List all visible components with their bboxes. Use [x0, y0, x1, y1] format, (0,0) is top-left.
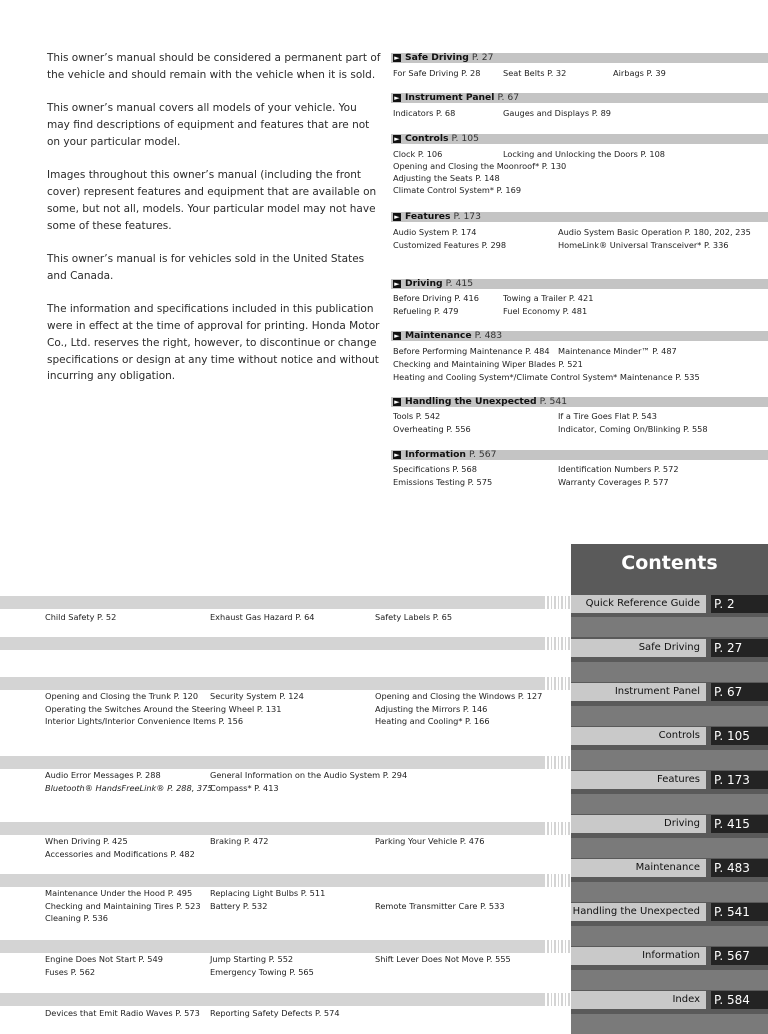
detail-entry[interactable]: Maintenance Under the Hood P. 495 [45, 888, 193, 898]
contents-item-handling-the-unexpected[interactable] [571, 903, 768, 921]
stripe [558, 874, 560, 887]
contents-item-label: Quick Reference Guide [571, 595, 706, 613]
arrow-icon: ► [394, 332, 400, 340]
contents-item-label: Index [571, 991, 706, 1009]
contents-band [571, 662, 768, 682]
stripe [551, 637, 553, 650]
section-entry[interactable]: Audio System Basic Operation P. 180, 202, 235 [558, 227, 751, 237]
section-entry[interactable]: Warranty Coverages P. 577 [558, 477, 669, 487]
section-entry[interactable]: Specifications P. 568 [393, 464, 477, 474]
detail-entry[interactable]: Remote Transmitter Care P. 533 [375, 901, 505, 911]
stripe [551, 596, 553, 609]
contents-band [571, 926, 768, 946]
tab-stripes [540, 756, 572, 769]
arrow-icon: ► [394, 54, 400, 62]
stripe [568, 756, 570, 769]
section-header-information[interactable] [391, 450, 768, 460]
stripe [540, 940, 542, 953]
stripe [540, 596, 542, 609]
tab-stripes [540, 874, 572, 887]
stripe [554, 637, 556, 650]
section-entry[interactable]: Checking and Maintaining Wiper Blades P. 521 [393, 359, 583, 369]
section-entry[interactable]: Indicator, Coming On/Blinking P. 558 [558, 424, 708, 434]
detail-entry[interactable]: Parking Your Vehicle P. 476 [375, 836, 485, 846]
detail-entry[interactable]: Accessories and Modifications P. 482 [45, 849, 195, 859]
contents-band [571, 617, 768, 637]
section-page: P. 67 [497, 92, 520, 103]
stripe [561, 993, 563, 1006]
stripe [544, 677, 546, 690]
contents-item-index[interactable] [571, 991, 768, 1009]
stripe [554, 822, 556, 835]
contents-band [571, 706, 768, 726]
section-entry[interactable]: Towing a Trailer P. 421 [503, 293, 594, 303]
stripe [558, 822, 560, 835]
detail-entry[interactable]: Operating the Switches Around the Steering Wheel P. 131 [45, 704, 282, 714]
detail-entry[interactable]: Battery P. 532 [210, 901, 268, 911]
section-entry[interactable]: Tools P. 542 [393, 411, 441, 421]
stripe [568, 637, 570, 650]
section-entry[interactable]: Gauges and Displays P. 89 [503, 108, 611, 118]
contents-band [571, 750, 768, 770]
stripe [568, 993, 570, 1006]
intro-paragraph: This owner’s manual covers all models of your vehicle. You may find descriptions of equipment and features that are not on your particular model. [47, 102, 370, 148]
contents-title: Contents [621, 552, 718, 574]
stripe [561, 874, 563, 887]
stripe [558, 756, 560, 769]
tab-bar-instrument-panel [0, 677, 544, 690]
stripe [565, 756, 567, 769]
section-entry[interactable]: If a Tire Goes Flat P. 543 [558, 411, 657, 421]
tab-bar-features [0, 822, 544, 835]
detail-entry[interactable]: Bluetooth® HandsFreeLink® P. 288, 375 [45, 783, 213, 793]
section-entry[interactable]: Climate Control System* P. 169 [393, 185, 522, 195]
section-entry[interactable]: Identification Numbers P. 572 [558, 464, 679, 474]
contents-item-page: P. 567 [711, 947, 768, 965]
tab-stripes [540, 940, 572, 953]
detail-entry[interactable]: Engine Does Not Start P. 549 [45, 954, 163, 964]
contents-item-maintenance[interactable] [571, 859, 768, 877]
section-header-safe-driving[interactable] [391, 53, 768, 63]
stripe [540, 677, 542, 690]
section-title: Information [405, 449, 466, 460]
contents-item-page: P. 67 [711, 683, 768, 701]
stripe [554, 677, 556, 690]
stripe [561, 677, 563, 690]
detail-entry[interactable]: Child Safety P. 52 [45, 612, 117, 622]
stripe [547, 822, 549, 835]
contents-item-label: Instrument Panel [571, 683, 706, 701]
stripe [554, 940, 556, 953]
section-entry[interactable]: Before Driving P. 416 [393, 293, 479, 303]
stripe [561, 756, 563, 769]
contents-item-page: P. 415 [711, 815, 768, 833]
contents-item-page: P. 27 [711, 639, 768, 657]
arrow-icon: ► [394, 280, 400, 288]
tab-stripes [540, 677, 572, 690]
stripe [561, 822, 563, 835]
stripe [568, 940, 570, 953]
section-entry[interactable]: HomeLink® Universal Transceiver* P. 336 [558, 240, 729, 250]
stripe [561, 940, 563, 953]
section-entry[interactable]: Clock P. 106 [393, 149, 443, 159]
detail-entry[interactable]: Reporting Safety Defects P. 574 [210, 1008, 340, 1018]
tab-stripes [540, 637, 572, 650]
stripe [554, 596, 556, 609]
detail-entry[interactable]: Checking and Maintaining Tires P. 523 [45, 901, 201, 911]
stripe [565, 822, 567, 835]
detail-entry[interactable]: Audio Error Messages P. 288 [45, 770, 161, 780]
contents-item-label: Maintenance [571, 859, 706, 877]
tab-stripes [540, 993, 572, 1006]
detail-entry[interactable]: Shift Lever Does Not Move P. 555 [375, 954, 511, 964]
section-entry[interactable]: Refueling P. 479 [393, 306, 459, 316]
tab-bar-quick-reference [0, 596, 544, 609]
stripe [547, 637, 549, 650]
stripe [547, 677, 549, 690]
contents-item-page: P. 483 [711, 859, 768, 877]
section-header-controls[interactable] [391, 134, 768, 144]
detail-entry[interactable]: Opening and Closing the Windows P. 127 [375, 691, 543, 701]
contents-item-label: Handling the Unexpected [571, 903, 706, 921]
contents-band [571, 1014, 768, 1034]
stripe [561, 596, 563, 609]
section-entry[interactable]: Airbags P. 39 [613, 68, 666, 78]
section-title: Controls [405, 133, 449, 144]
section-title: Maintenance [405, 330, 472, 341]
contents-item-page: P. 584 [711, 991, 768, 1009]
detail-entry[interactable]: General Information on the Audio System P. 294 [210, 770, 408, 780]
detail-entry[interactable]: Devices that Emit Radio Waves P. 573 [45, 1008, 200, 1018]
stripe [551, 993, 553, 1006]
stripe [547, 874, 549, 887]
stripe [551, 677, 553, 690]
contents-band [571, 838, 768, 858]
contents-item-safe-driving[interactable] [571, 639, 768, 657]
stripe [568, 874, 570, 887]
stripe [540, 637, 542, 650]
section-title: Features [405, 211, 451, 222]
intro-text [47, 50, 381, 402]
stripe [551, 756, 553, 769]
stripe [544, 756, 546, 769]
stripe [565, 637, 567, 650]
section-entry[interactable]: Maintenance Minder™ P. 487 [558, 346, 677, 356]
arrow-icon: ► [394, 213, 400, 221]
stripe [561, 637, 563, 650]
stripe [558, 637, 560, 650]
section-entry[interactable]: Emissions Testing P. 575 [393, 477, 493, 487]
stripe [544, 596, 546, 609]
stripe [554, 874, 556, 887]
contents-item-label: Information [571, 947, 706, 965]
contents-item-quick-reference-guide[interactable] [571, 595, 768, 613]
stripe [558, 993, 560, 1006]
stripe [544, 993, 546, 1006]
contents-item-driving[interactable] [571, 815, 768, 833]
contents-item-page: P. 105 [711, 727, 768, 745]
stripe [547, 756, 549, 769]
detail-entry[interactable]: Jump Starting P. 552 [210, 954, 294, 964]
section-title: Handling the Unexpected [405, 396, 537, 407]
arrow-icon: ► [394, 135, 400, 143]
stripe [568, 677, 570, 690]
stripe [544, 940, 546, 953]
intro-paragraph: The information and specifications included in this publication were in effect at the time of approval for printing. Honda Motor Co., Ltd. reserves the right, however, to discontinue or change specifications or design at any time without notice and without incurring any obligation. [47, 303, 380, 383]
detail-entry[interactable]: When Driving P. 425 [45, 836, 128, 846]
contents-item-features[interactable] [571, 771, 768, 789]
detail-entry[interactable]: Interior Lights/Interior Convenience Items P. 156 [45, 716, 244, 726]
section-page: P. 483 [474, 330, 503, 341]
section-entry[interactable]: Before Performing Maintenance P. 484 [393, 346, 550, 356]
stripe [547, 596, 549, 609]
stripe [565, 993, 567, 1006]
section-title: Instrument Panel [405, 92, 495, 103]
stripe [558, 940, 560, 953]
arrow-icon: ► [394, 451, 400, 459]
stripe [554, 993, 556, 1006]
stripe [568, 596, 570, 609]
stripe [540, 756, 542, 769]
detail-entry[interactable]: Exhaust Gas Hazard P. 64 [210, 612, 315, 622]
stripe [551, 822, 553, 835]
arrow-icon: ► [394, 398, 400, 406]
section-title: Safe Driving [405, 52, 469, 63]
section-entry[interactable]: Seat Belts P. 32 [503, 68, 567, 78]
section-page: P. 173 [453, 211, 481, 222]
section-title: Driving [405, 278, 443, 289]
section-page: P. 541 [539, 396, 568, 407]
section-entry[interactable]: Overheating P. 556 [393, 424, 471, 434]
contents-band [571, 794, 768, 814]
section-entry[interactable]: Opening and Closing the Moonroof* P. 130 [393, 161, 567, 171]
contents-item-label: Features [571, 771, 706, 789]
detail-entry[interactable]: Fuses P. 562 [45, 967, 96, 977]
contents-panel [571, 544, 768, 1024]
tab-bar-maintenance [0, 940, 544, 953]
contents-item-page: P. 2 [711, 595, 768, 613]
section-header-instrument-panel[interactable] [391, 93, 768, 103]
tab-bar-safe-driving [0, 637, 544, 650]
contents-band [571, 970, 768, 990]
stripe [544, 874, 546, 887]
section-entry[interactable]: For Safe Driving P. 28 [393, 68, 481, 78]
section-page: P. 105 [451, 133, 479, 144]
stripe [558, 677, 560, 690]
tab-bar-driving [0, 874, 544, 887]
section-entry[interactable]: Fuel Economy P. 481 [503, 306, 588, 316]
arrow-icon: ► [394, 94, 400, 102]
tab-bar-controls [0, 756, 544, 769]
contents-item-page: P. 173 [711, 771, 768, 789]
section-header-features[interactable] [391, 212, 768, 222]
stripe [544, 822, 546, 835]
detail-entry[interactable]: Emergency Towing P. 565 [210, 967, 314, 977]
intro-paragraph: Images throughout this owner’s manual (including the front cover) represent features and equipment that are available on some, but not all, models. Your particular model may not have some of these features. [47, 169, 377, 232]
stripe [547, 940, 549, 953]
contents-item-label: Driving [571, 815, 706, 833]
detail-entry[interactable]: Opening and Closing the Trunk P. 120 [45, 691, 199, 701]
section-header-maintenance[interactable] [391, 331, 768, 341]
detail-entry[interactable]: Compass* P. 413 [210, 783, 279, 793]
stripe [565, 940, 567, 953]
detail-entry[interactable]: Cleaning P. 536 [45, 913, 108, 923]
section-entry[interactable]: Heating and Cooling System*/Climate Control System* Maintenance P. 535 [393, 372, 700, 382]
detail-entry[interactable]: Heating and Cooling* P. 166 [375, 716, 490, 726]
stripe [568, 822, 570, 835]
section-header-driving[interactable] [391, 279, 768, 289]
detail-entry[interactable]: Replacing Light Bulbs P. 511 [210, 888, 326, 898]
section-page: P. 27 [471, 52, 494, 63]
intro-paragraph: This owner’s manual should be considered a permanent part of the vehicle and should remain with the vehicle when it is sold. [47, 52, 381, 81]
section-entry[interactable]: Indicators P. 68 [393, 108, 456, 118]
stripe [540, 822, 542, 835]
stripe [540, 874, 542, 887]
detail-entry[interactable]: Adjusting the Mirrors P. 146 [375, 704, 488, 714]
stripe [565, 596, 567, 609]
contents-item-label: Safe Driving [571, 639, 706, 657]
section-page: P. 415 [445, 278, 474, 289]
contents-band [571, 882, 768, 902]
section-page: P. 567 [468, 449, 497, 460]
contents-item-instrument-panel[interactable] [571, 683, 768, 701]
stripe [544, 637, 546, 650]
stripe [540, 993, 542, 1006]
stripe [558, 596, 560, 609]
detail-entry[interactable]: Braking P. 472 [210, 836, 269, 846]
tab-stripes [540, 822, 572, 835]
section-entry[interactable]: Customized Features P. 298 [393, 240, 507, 250]
detail-entry[interactable]: Safety Labels P. 65 [375, 612, 453, 622]
contents-item-information[interactable] [571, 947, 768, 965]
detail-entry[interactable]: Security System P. 124 [210, 691, 304, 701]
stripe [565, 874, 567, 887]
tab-stripes [540, 596, 572, 609]
contents-item-controls[interactable] [571, 727, 768, 745]
stripe [551, 874, 553, 887]
contents-item-label: Controls [571, 727, 706, 745]
intro-paragraph: This owner’s manual is for vehicles sold in the United States and Canada. [47, 252, 365, 282]
section-entry[interactable]: Adjusting the Seats P. 148 [393, 173, 500, 183]
stripe [547, 993, 549, 1006]
stripe [551, 940, 553, 953]
stripe [565, 677, 567, 690]
tab-bar-handling [0, 993, 544, 1006]
section-entry[interactable]: Audio System P. 174 [393, 227, 477, 237]
section-entry[interactable]: Locking and Unlocking the Doors P. 108 [503, 149, 666, 159]
stripe [554, 756, 556, 769]
section-header-handling-the-unexpected[interactable] [391, 397, 768, 407]
contents-item-page: P. 541 [711, 903, 768, 921]
